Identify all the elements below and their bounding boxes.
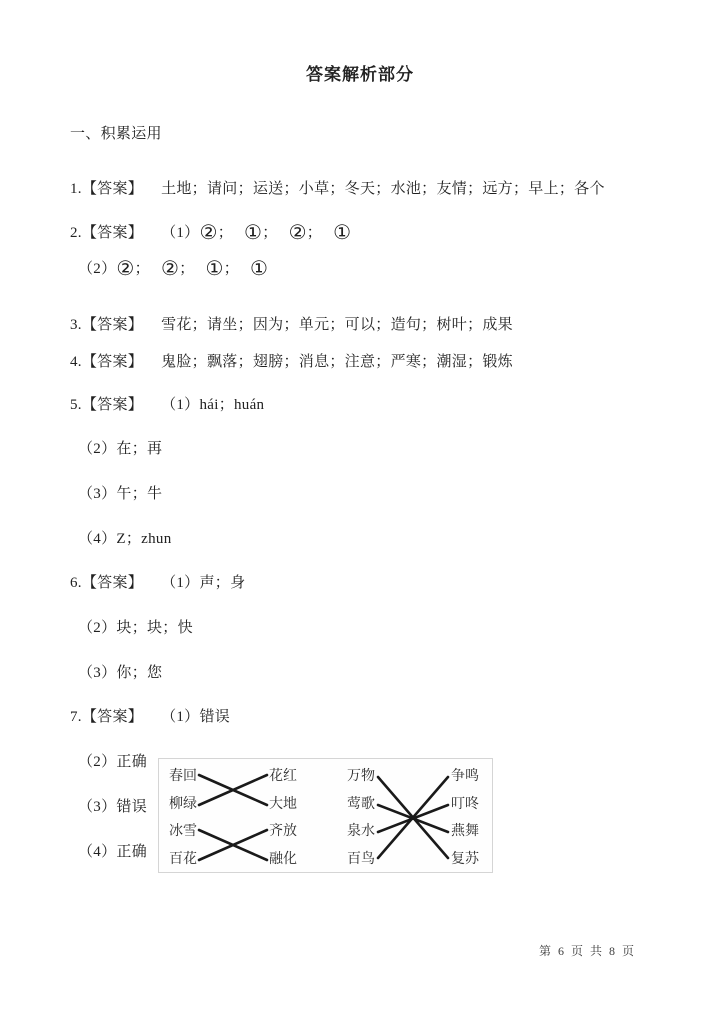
answer-text: （1）hái；huán [161,397,265,413]
circled-number: ② [199,220,218,244]
page-title: 答案解析部分 [306,65,414,84]
match-word: 花红 [269,767,297,783]
answer-line-7-part4: （4）正确 [78,844,148,860]
answer-line-5-part1 [70,395,264,416]
answer-line-1 [70,179,605,200]
match-word: 融化 [269,850,297,866]
separator: ； [217,225,234,241]
answer-line-6-part3: （3）你；您 [78,665,163,681]
answer-line-6-part1 [70,573,245,594]
answer-line-5-part3: （3）午；牛 [78,486,163,502]
answer-text: （1）声；身 [161,575,246,591]
circled-number: ② [160,256,180,280]
circled-number: ② [288,220,307,244]
answer-label: 3.【答案】 [70,317,144,333]
circled-number: ① [205,256,224,280]
circled-number: ② [116,256,135,280]
answer-line-6-part2: （2）块；块；快 [78,620,193,636]
answer-line-5-part4: （4）Z；zhun [78,531,172,547]
match-word: 柳绿 [169,795,197,811]
answer-label: 2.【答案】 [70,225,144,241]
match-word: 大地 [269,795,297,811]
answer-line-7-part2: （2）正确 [78,754,148,770]
match-word: 莺歌 [347,795,375,811]
answer-label: 5.【答案】 [70,397,144,413]
match-word: 复苏 [451,850,479,866]
answer-label: 4.【答案】 [70,354,144,370]
answer-label: 6.【答案】 [70,575,144,591]
answer-text: 土地；请问；运送；小草；冬天；水池；友情；远方；早上；各个 [161,181,605,197]
page-footer: 第 6 页 共 8 页 [538,944,636,958]
answer-label: 7.【答案】 [70,709,144,725]
match-word: 百鸟 [347,850,375,866]
answer-line-2-part2 [78,258,268,280]
part-prefix: （2） [78,261,117,277]
match-word: 争鸣 [451,767,479,783]
match-word: 泉水 [347,822,375,838]
answer-line-2-part1 [70,222,351,244]
section-heading: 一、积累运用 [70,126,162,142]
answer-text: 鬼脸；飘落；翅膀；消息；注意；严寒；潮湿；锻炼 [161,354,513,370]
separator: ； [262,225,278,241]
circled-number: ① [244,220,263,244]
match-word: 万物 [347,767,375,783]
match-word: 冰雪 [169,822,197,838]
match-word: 叮咚 [451,795,479,811]
matching-lines [159,759,494,874]
match-word: 燕舞 [451,822,479,838]
part-prefix: （1） [161,225,200,241]
answer-line-4 [70,352,513,373]
answer-line-7-part1 [70,707,230,728]
separator: ； [179,261,195,277]
answer-text: （1）错误 [161,709,231,725]
match-word: 春回 [169,767,197,783]
answer-line-7-part3: （3）错误 [78,799,148,815]
circled-number: ① [333,220,352,244]
answer-text: 雪花；请坐；因为；单元；可以；造句；树叶；成果 [161,317,513,333]
circled-number: ① [250,256,269,280]
answer-label: 1.【答案】 [70,181,144,197]
separator: ； [134,261,150,277]
matching-diagram [158,758,493,873]
separator: ； [223,261,240,277]
answer-line-3 [70,315,513,336]
separator: ； [306,225,323,241]
match-word: 齐放 [269,822,297,838]
answer-line-5-part2: （2）在；再 [78,441,163,457]
match-word: 百花 [169,850,197,866]
